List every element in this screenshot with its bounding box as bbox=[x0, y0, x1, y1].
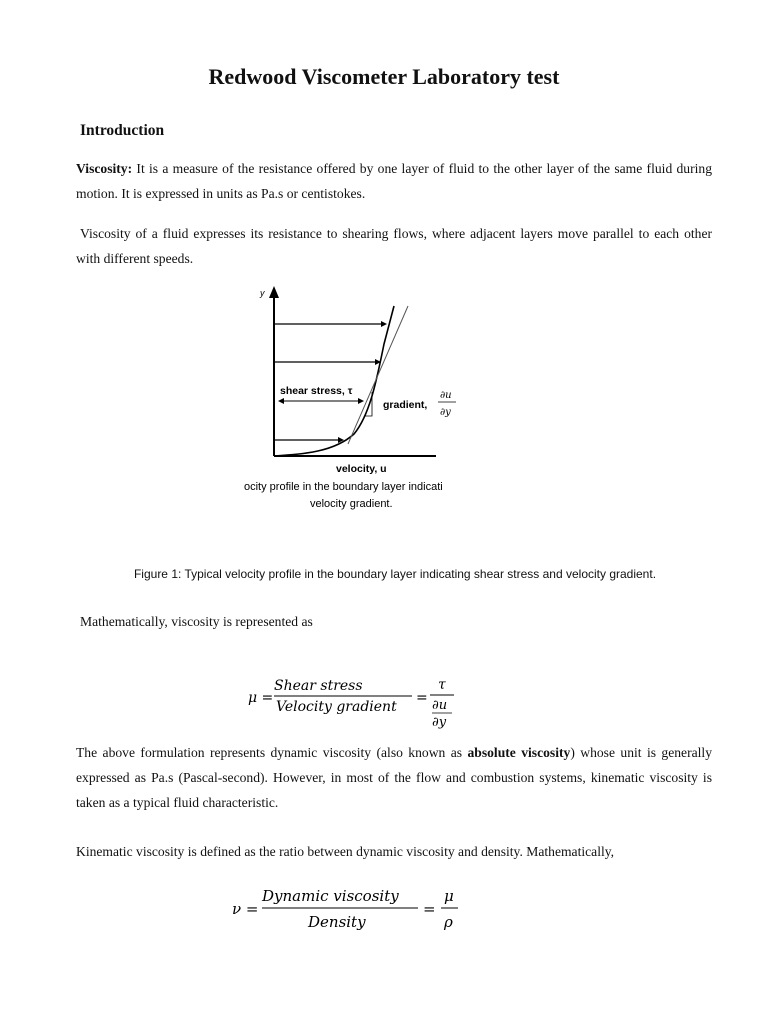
velocity-profile-curve bbox=[274, 306, 394, 456]
viscosity-definition-text: It is a measure of the resistance offered by one layer of fluid to the other layer of the same fluid during motion. It is expressed in units as Pa.s or centistokes. bbox=[76, 161, 712, 201]
eq1-dy: ∂y bbox=[432, 715, 447, 730]
absolute-viscosity-term: absolute viscosity bbox=[467, 745, 571, 760]
velocity-profile-figure bbox=[244, 284, 484, 512]
paragraph-dynamic-viscosity bbox=[76, 740, 712, 815]
dynamic-viscosity-text-after: ) whose unit is generally expressed as Pa.s (Pascal-second). However, in most of the flow and combustion systems, kinematic viscosity is taken as a typical fluid characteristic. bbox=[76, 745, 712, 810]
kinematic-viscosity-equation bbox=[230, 884, 470, 934]
eq1-tau: τ bbox=[438, 677, 446, 693]
eq1-numerator: Shear stress bbox=[274, 678, 363, 694]
eq2-equals: = bbox=[423, 900, 436, 918]
gradient-denominator: ∂y bbox=[440, 407, 451, 418]
shear-arrowhead-left bbox=[278, 398, 284, 404]
eq2-mu: μ bbox=[444, 887, 454, 905]
figure-inner-caption-line2: velocity gradient. bbox=[310, 498, 393, 510]
eq1-lhs: μ = bbox=[248, 690, 274, 706]
eq1-equals: = bbox=[416, 690, 428, 706]
paragraph-shearing-flows: Viscosity of a fluid expresses its resistance to shearing flows, where adjacent layers move parallel to each other with different speeds. bbox=[76, 226, 712, 266]
figure-inner-caption-line1: ocity profile in the boundary layer indicati bbox=[244, 481, 443, 493]
paragraph-viscosity-definition bbox=[76, 156, 712, 206]
tangent-line bbox=[348, 306, 408, 444]
page-title: Redwood Viscometer Laboratory test bbox=[208, 64, 560, 89]
dynamic-viscosity-text-before: The above formulation represents dynamic viscosity (also known as bbox=[76, 745, 468, 760]
eq2-lhs: ν = bbox=[232, 900, 259, 918]
eq2-denominator: Density bbox=[308, 913, 366, 931]
figure-caption: Figure 1: Typical velocity profile in the boundary layer indicating shear stress and velocity gradient. bbox=[133, 567, 657, 581]
viscosity-label: Viscosity: bbox=[76, 161, 133, 176]
shear-stress-label: shear stress, τ bbox=[280, 385, 353, 397]
velocity-arrowhead bbox=[381, 321, 387, 327]
eq1-du: ∂u bbox=[432, 698, 448, 713]
gradient-numerator: ∂u bbox=[440, 390, 452, 401]
paragraph-mathematically: Mathematically, viscosity is represented as bbox=[80, 614, 313, 629]
x-axis-label: velocity, u bbox=[336, 463, 387, 475]
eq1-denominator: Velocity gradient bbox=[276, 699, 397, 715]
eq2-numerator: Dynamic viscosity bbox=[262, 887, 399, 905]
y-axis-arrowhead bbox=[269, 286, 279, 298]
y-axis-label: y bbox=[260, 288, 265, 298]
eq2-rho: ρ bbox=[444, 913, 453, 931]
paragraph-kinematic-viscosity: Kinematic viscosity is defined as the ratio between dynamic viscosity and density. Mathematically, bbox=[76, 844, 615, 859]
viscosity-equation bbox=[246, 670, 476, 732]
section-heading-introduction: Introduction bbox=[80, 122, 165, 139]
shear-arrowhead-right bbox=[358, 398, 364, 404]
gradient-label: gradient, bbox=[383, 399, 428, 411]
